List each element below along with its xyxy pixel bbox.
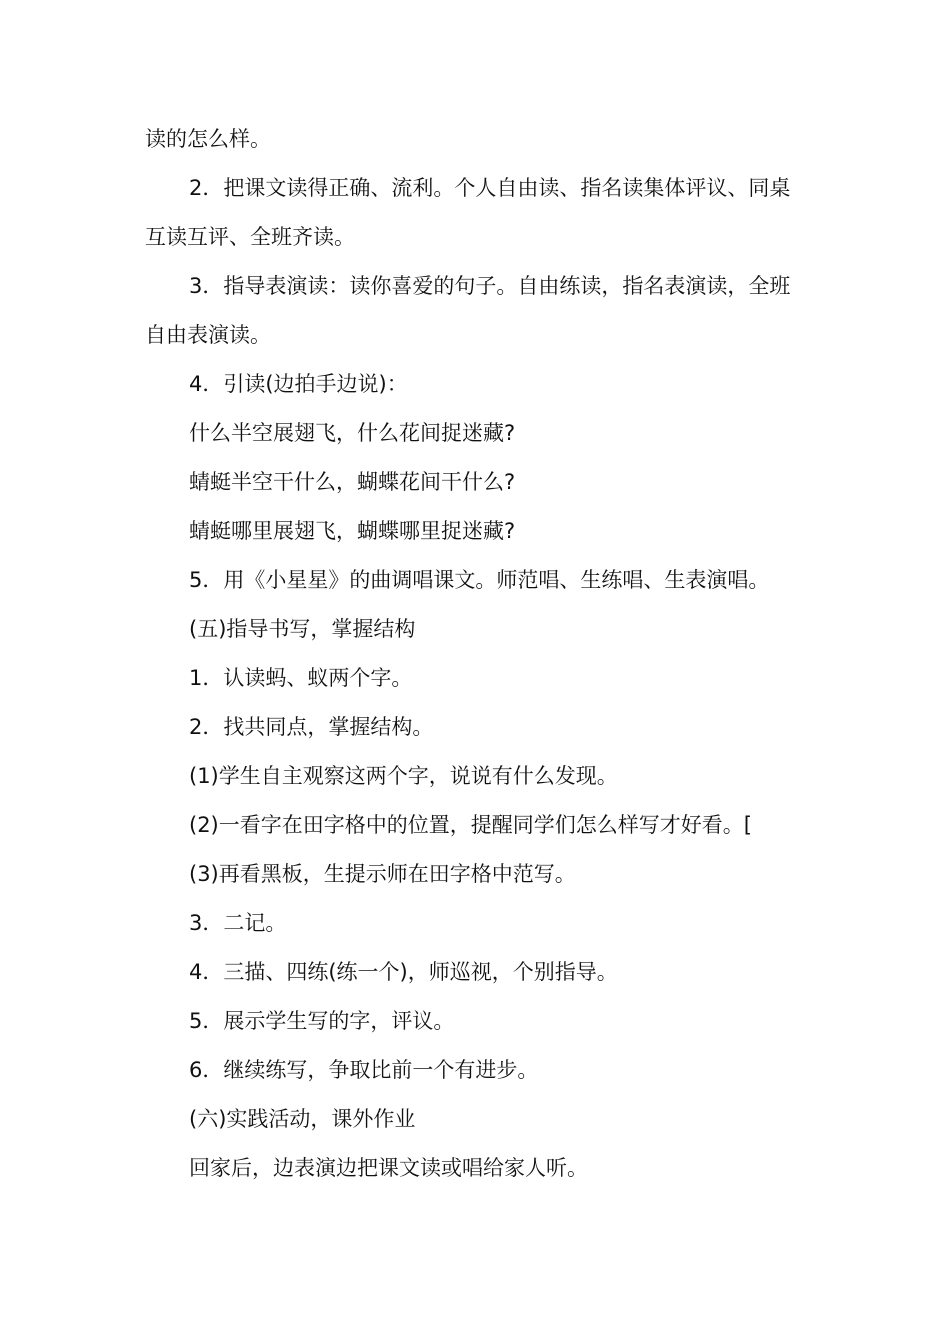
writing-substep-1: (1)学生自主观察这两个字，说说有什么发现。 — [189, 764, 618, 788]
section-heading-6-activity: (六)实践活动，课外作业 — [189, 1107, 416, 1131]
document-body — [145, 115, 810, 1193]
paragraph-step-2-read-correctly: 2．把课文读得正确、流利。个人自由读、指名读集体评议、同桌互读互评、全班齐读。 — [145, 176, 791, 249]
writing-step-6: 6．继续练写，争取比前一个有进步。 — [189, 1058, 539, 1082]
writing-substep-2: (2)一看字在田字格中的位置，提醒同学们怎么样写才好看。[ — [189, 813, 752, 837]
writing-step-3: 3．二记。 — [189, 911, 287, 935]
verse-line-3: 蜻蜓哪里展翅飞，蝴蝶哪里捉迷藏? — [189, 519, 516, 543]
writing-step-1: 1．认读蚂、蚁两个字。 — [189, 666, 413, 690]
writing-step-2: 2．找共同点，掌握结构。 — [189, 715, 434, 739]
section-heading-5-writing: (五)指导书写，掌握结构 — [189, 617, 416, 641]
homework-paragraph: 回家后，边表演边把课文读或唱给家人听。 — [189, 1156, 588, 1180]
paragraph-step-4-guided-reading: 4．引读(边拍手边说)： — [189, 372, 408, 396]
writing-substep-3: (3)再看黑板，生提示师在田字格中范写。 — [189, 862, 576, 886]
verse-line-1: 什么半空展翅飞，什么花间捉迷藏? — [189, 421, 516, 445]
paragraph-continuation: 读的怎么样。 — [145, 127, 271, 151]
writing-step-5: 5．展示学生写的字，评议。 — [189, 1009, 455, 1033]
writing-step-4: 4．三描、四练(练一个)，师巡视，个别指导。 — [189, 960, 618, 984]
paragraph-step-3-performance-reading: 3．指导表演读：读你喜爱的句子。自由练读，指名表演读，全班自由表演读。 — [145, 274, 791, 347]
verse-line-2: 蜻蜓半空干什么，蝴蝶花间干什么? — [189, 470, 516, 494]
paragraph-step-5-singing: 5．用《小星星》的曲调唱课文。师范唱、生练唱、生表演唱。 — [189, 568, 770, 592]
